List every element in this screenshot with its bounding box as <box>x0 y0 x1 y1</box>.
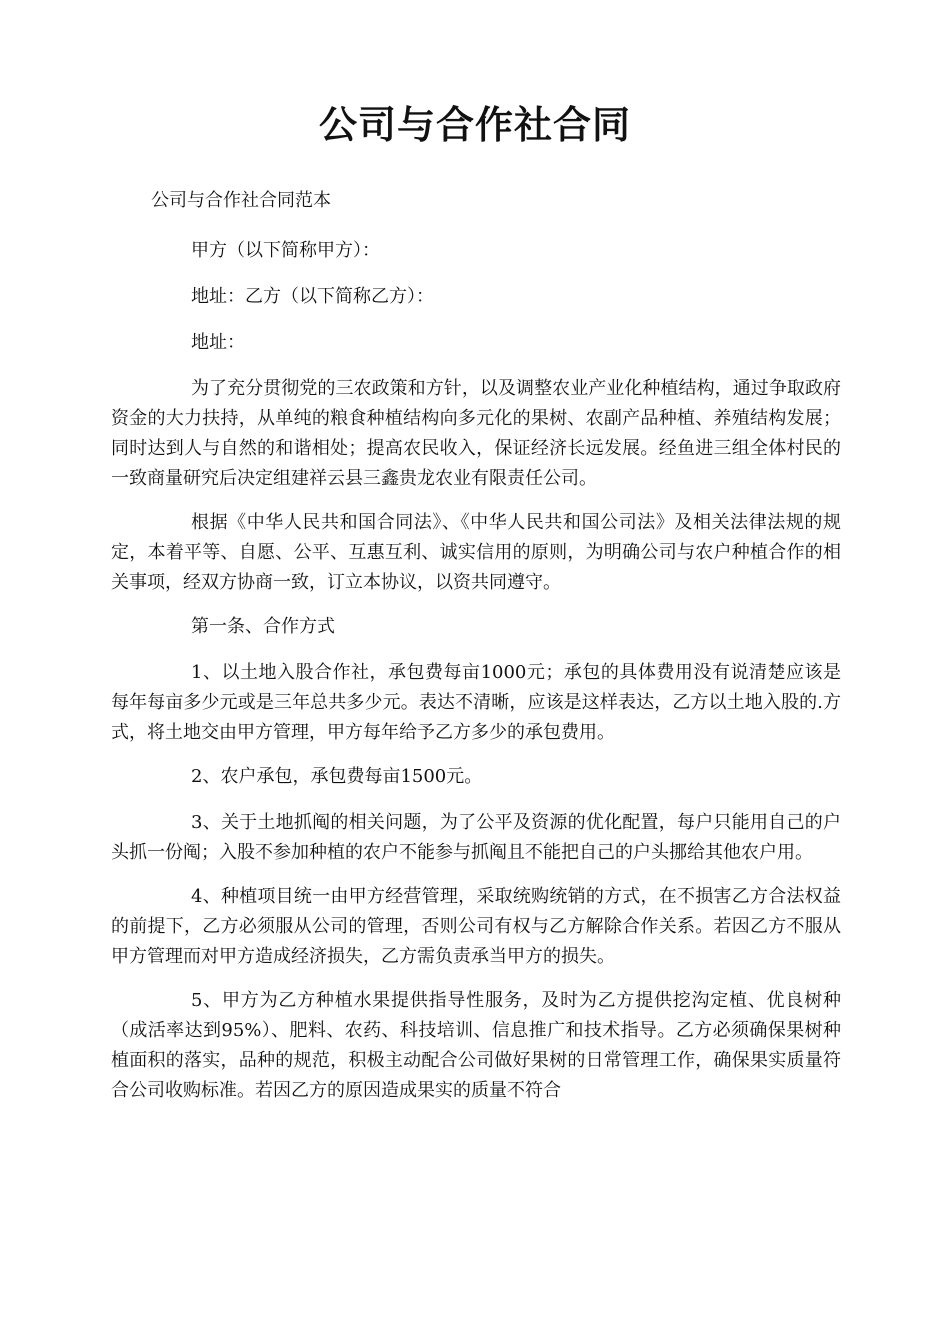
subtitle-paragraph: 公司与合作社合同范本 <box>151 190 331 211</box>
document-body <box>111 186 841 1120</box>
clause-2-paragraph: 2、农户承包，承包费每亩1500元。 <box>191 766 483 787</box>
legal-basis-paragraph: 根据《中华人民共和国合同法》、《中华人民共和国公司法》及相关法律法规的规定，本着平等、自愿、公平、互惠互利、诚实信用的原则，为明确公司与农户种植合作的相关事项，经双方协商一致，订立本协议，以资共同遵守。 <box>111 512 841 593</box>
address-party-b-paragraph: 地址：乙方（以下简称乙方）： <box>191 286 434 307</box>
clause-5-paragraph: 5、甲方为乙方种植水果提供指导性服务，及时为乙方提供挖沟定植、优良树种（成活率达到95%）、肥料、农药、科技培训、信息推广和技术指导。乙方必须确保果树种植面积的落实，品种的规范，积极主动配合公司做好果树的日常管理工作，确保果实质量符合公司收购标准。若因乙方的原因造成果实的质量不符合 <box>111 990 841 1101</box>
clause-1-paragraph: 1、以土地入股合作社，承包费每亩1000元；承包的具体费用没有说清楚应该是每年每亩多少元或是三年总共多少元。表达不清晰，应该是这样表达，乙方以土地入股的.方式，将土地交由甲方管理，甲方每年给予乙方多少的承包费用。 <box>111 662 841 743</box>
purpose-paragraph: 为了充分贯彻党的三农政策和方针，以及调整农业产业化种植结构，通过争取政府资金的大力扶持，从单纯的粮食种植结构向多元化的果树、农副产品种植、养殖结构发展；同时达到人与自然的和谐相处；提高农民收入，保证经济长远发展。经鱼进三组全体村民的一致商量研究后决定组建祥云县三鑫贵龙农业有限责任公司。 <box>111 378 841 489</box>
document-title: 公司与合作社合同 <box>318 102 631 147</box>
article-one-heading: 第一条、合作方式 <box>191 616 335 637</box>
clause-4-paragraph: 4、种植项目统一由甲方经营管理，采取统购统销的方式，在不损害乙方合法权益的前提下，乙方必须服从公司的管理，否则公司有权与乙方解除合作关系。若因乙方不服从甲方管理而对甲方造成经济损失，乙方需负责承当甲方的损失。 <box>111 886 841 967</box>
clause-3-paragraph: 3、关于土地抓阄的相关问题，为了公平及资源的优化配置，每户只能用自己的户头抓一份阄；入股不参加种植的农户不能参与抓阄且不能把自己的户头挪给其他农户用。 <box>111 812 841 863</box>
party-a-paragraph: 甲方（以下简称甲方）： <box>191 240 380 261</box>
address-paragraph: 地址： <box>191 332 245 353</box>
